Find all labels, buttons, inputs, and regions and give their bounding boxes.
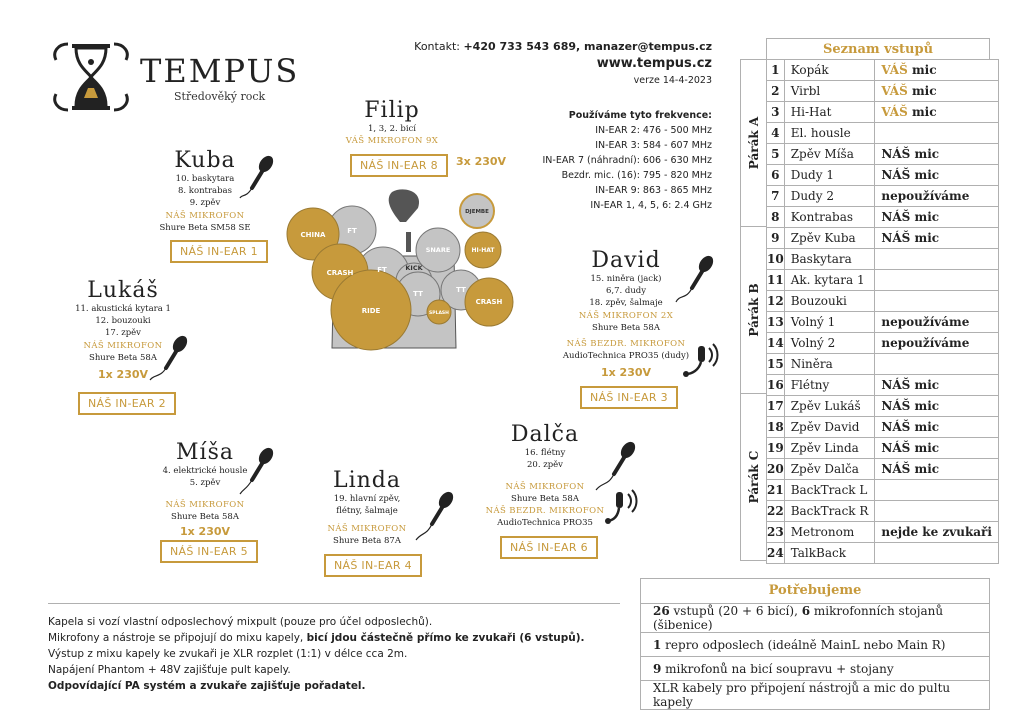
logo xyxy=(48,38,298,118)
input-note xyxy=(875,480,999,501)
input-name: Zpěv David xyxy=(784,417,875,438)
input-name: Zpěv Linda xyxy=(784,438,875,459)
microphone-icon xyxy=(414,490,458,542)
input-name: Volný 1 xyxy=(784,312,875,333)
drum-label-ride: RIDE xyxy=(361,307,381,315)
brand-name: TEMPUS xyxy=(140,52,300,90)
input-number: 13 xyxy=(767,312,785,333)
input-name: Metronom xyxy=(784,522,875,543)
input-name: Virbl xyxy=(784,81,875,102)
musician-role: 19. hlavní zpěv, xyxy=(333,494,401,504)
frequency-line: IN-EAR 3: 584 - 607 MHz xyxy=(595,140,712,151)
notes-divider xyxy=(48,603,620,604)
input-number: 12 xyxy=(767,291,785,312)
input-note: NÁŠ mic xyxy=(875,459,999,480)
frequency-line: IN-EAR 2: 476 - 500 MHz xyxy=(595,125,712,136)
input-note xyxy=(875,354,999,375)
input-row xyxy=(767,396,999,417)
input-note xyxy=(875,291,999,312)
input-number: 3 xyxy=(767,102,785,123)
input-note: NÁŠ mic xyxy=(875,375,999,396)
input-row xyxy=(767,207,999,228)
input-number: 7 xyxy=(767,186,785,207)
input-number: 10 xyxy=(767,249,785,270)
mic-model: Shure Beta 87A xyxy=(333,536,401,546)
drum-label-snare: SNARE xyxy=(425,246,451,254)
input-number: 17 xyxy=(767,396,785,417)
input-row xyxy=(767,459,999,480)
drum-label-splash: SPLASH xyxy=(429,311,449,316)
input-note: NÁŠ mic xyxy=(875,144,999,165)
musician-name: David xyxy=(591,248,661,273)
input-row xyxy=(767,60,999,81)
musician-name: Linda xyxy=(332,468,401,493)
musician-role: 20. zpěv xyxy=(527,460,563,470)
mic-label: NÁŠ MIKROFON 2X xyxy=(578,311,674,321)
input-note: NÁŠ mic xyxy=(875,396,999,417)
input-note: NÁŠ mic xyxy=(875,438,999,459)
input-list-title: Seznam vstupů xyxy=(766,38,990,60)
input-note: nepoužíváme xyxy=(875,312,999,333)
input-note xyxy=(875,249,999,270)
inear-misa: NÁŠ IN-EAR 5 xyxy=(160,540,258,563)
input-note: nepoužíváme xyxy=(875,186,999,207)
input-row xyxy=(767,291,999,312)
frequency-line: IN-EAR 7 (náhradní): 606 - 630 MHz xyxy=(542,155,712,166)
input-name: Zpěv Dalča xyxy=(784,459,875,480)
drum-stand xyxy=(406,232,411,252)
input-row xyxy=(767,333,999,354)
power-lukas: 1x 230V xyxy=(97,368,149,381)
mic-label: NÁŠ MIKROFON xyxy=(505,482,585,492)
input-row xyxy=(767,102,999,123)
drum-label-tt2: TT xyxy=(456,286,466,294)
drum-label-crash2: CRASH xyxy=(475,298,503,306)
inear-linda: NÁŠ IN-EAR 4 xyxy=(324,554,422,577)
version: verze 14-4-2023 xyxy=(633,75,712,86)
input-row xyxy=(767,186,999,207)
mic-model: Shure Beta 58A xyxy=(592,323,660,333)
musician-role: 8. kontrabas xyxy=(178,186,232,196)
power-misa: 1x 230V xyxy=(179,525,231,538)
microphone-icon xyxy=(672,254,716,306)
input-note: NÁŠ mic xyxy=(875,228,999,249)
power-filip: 3x 230V xyxy=(456,155,507,168)
musician-role: 15. niněra (jack) xyxy=(590,274,662,284)
input-row xyxy=(767,165,999,186)
input-name: BackTrack R xyxy=(784,501,875,522)
wireless-mic-model: AudioTechnica PRO35 xyxy=(497,518,593,528)
musician-role: 11. akustická kytara 1 xyxy=(75,304,171,314)
input-number: 24 xyxy=(767,543,785,564)
drum-label-crash1: CRASH xyxy=(326,269,354,277)
input-number: 20 xyxy=(767,459,785,480)
mic-label: NÁŠ MIKROFON xyxy=(165,211,245,221)
input-note: NÁŠ mic xyxy=(875,165,999,186)
input-number: 16 xyxy=(767,375,785,396)
input-row xyxy=(767,123,999,144)
musician-linda xyxy=(312,468,422,547)
headset-mic-icon xyxy=(604,488,644,528)
power-david: 1x 230V xyxy=(600,366,652,379)
input-note: nepoužíváme xyxy=(875,333,999,354)
note-line: Výstup z mixu kapely ke zvukaři je XLR rozplet (1:1) v délce cca 2m. xyxy=(48,648,408,660)
group-label: Párák B xyxy=(740,227,766,394)
musician-name: Dalča xyxy=(510,422,580,447)
frequencies-title: Používáme tyto frekvence: xyxy=(568,110,712,121)
input-number: 22 xyxy=(767,501,785,522)
drum-label-ft2: FT xyxy=(377,266,387,274)
drum-label-tt1: TT xyxy=(413,290,423,298)
note-line: Mikrofony a nástroje se připojují do mixu kapely, bicí jdou částečně přímo ke zvukaři (6 vstupů). xyxy=(48,632,585,644)
musician-filip xyxy=(332,98,452,147)
input-row xyxy=(767,522,999,543)
input-name: Niněra xyxy=(784,354,875,375)
wireless-mic-label: NÁŠ BEZDR. MIKROFON xyxy=(566,339,686,349)
drum-label-djembe: DJEMBE xyxy=(465,209,489,215)
contact-web[interactable]: www.tempus.cz xyxy=(596,56,712,71)
mic-model: Shure Beta 58A xyxy=(171,512,239,522)
input-name: Dudy 1 xyxy=(784,165,875,186)
needs-row xyxy=(641,633,990,657)
group-label: Párák A xyxy=(740,59,766,227)
frequency-line: IN-EAR 1, 4, 5, 6: 2.4 GHz xyxy=(590,200,712,211)
mic-label: NÁŠ MIKROFON xyxy=(165,500,245,510)
input-note xyxy=(875,270,999,291)
note-line: Kapela si vozí vlastní odposlechový mixpult (pouze pro účel odposlechů). xyxy=(48,616,433,628)
needs-item: 26 vstupů (20 + 6 bicí), 6 mikrofonních stojanů (šibenice) xyxy=(641,604,990,633)
mic-model: Shure Beta SM58 SE xyxy=(159,223,251,233)
musician-name: Míša xyxy=(176,440,234,465)
needs-item: 1 repro odposlech (ideálně MainL nebo Main R) xyxy=(641,633,990,657)
input-number: 8 xyxy=(767,207,785,228)
input-row xyxy=(767,354,999,375)
drum-label-china: CHINA xyxy=(300,231,326,239)
input-row xyxy=(767,270,999,291)
input-name: Volný 2 xyxy=(784,333,875,354)
group-label: Párák C xyxy=(740,394,766,561)
input-number: 11 xyxy=(767,270,785,291)
input-number: 18 xyxy=(767,417,785,438)
input-note: NÁŠ mic xyxy=(875,207,999,228)
contact-details[interactable]: +420 733 543 689, manazer@tempus.cz xyxy=(463,40,712,53)
input-number: 15 xyxy=(767,354,785,375)
input-name: Zpěv Míša xyxy=(784,144,875,165)
input-row xyxy=(767,480,999,501)
drum-label-hihat: HI-HAT xyxy=(471,247,495,254)
input-row xyxy=(767,438,999,459)
input-name: TalkBack xyxy=(784,543,875,564)
contact-label: Kontakt: xyxy=(414,40,460,53)
wireless-mic-model: AudioTechnica PRO35 (dudy) xyxy=(562,351,690,361)
brand-subtitle: Středověký rock xyxy=(174,90,266,103)
input-number: 4 xyxy=(767,123,785,144)
input-number: 9 xyxy=(767,228,785,249)
input-name: Kopák xyxy=(784,60,875,81)
input-name: Baskytara xyxy=(784,249,875,270)
input-name: Kontrabas xyxy=(784,207,875,228)
input-note: VÁŠ mic xyxy=(875,102,999,123)
input-number: 2 xyxy=(767,81,785,102)
input-name: Ak. kytara 1 xyxy=(784,270,875,291)
inear-kuba: NÁŠ IN-EAR 1 xyxy=(170,240,268,263)
input-row xyxy=(767,543,999,564)
musician-role: 5. zpěv xyxy=(189,478,221,488)
input-name: Dudy 2 xyxy=(784,186,875,207)
input-row xyxy=(767,81,999,102)
input-row xyxy=(767,501,999,522)
input-row xyxy=(767,417,999,438)
mic-model: Shure Beta 58A xyxy=(89,353,157,363)
needs-item: XLR kabely pro připojení nástrojů a mic do pultu kapely xyxy=(641,681,990,710)
musician-role: 18. zpěv, šalmaje xyxy=(589,298,663,308)
note-line: Odpovídající PA systém a zvukaře zajišťuje pořadatel. xyxy=(48,680,366,692)
input-number: 5 xyxy=(767,144,785,165)
microphone-icon xyxy=(594,440,638,492)
mic-label: NÁŠ MIKROFON xyxy=(327,524,407,534)
musician-role: 12. bouzouki xyxy=(95,316,151,326)
microphone-icon xyxy=(238,154,278,204)
input-number: 6 xyxy=(767,165,785,186)
input-name: Flétny xyxy=(784,375,875,396)
input-name: Hi-Hat xyxy=(784,102,875,123)
input-name: El. housle xyxy=(784,123,875,144)
musician-name: Filip xyxy=(364,98,420,123)
musician-role: 10. baskytara xyxy=(175,174,235,184)
musician-role: 17. zpěv xyxy=(105,328,141,338)
musician-role: 16. flétny xyxy=(524,448,566,458)
input-note: VÁŠ mic xyxy=(875,81,999,102)
mic-label: NÁŠ MIKROFON xyxy=(83,341,163,351)
inear-david: NÁŠ IN-EAR 3 xyxy=(580,386,678,409)
drum-label-ft1: FT xyxy=(347,227,357,235)
microphone-icon xyxy=(238,446,278,498)
inear-dalca: NÁŠ IN-EAR 6 xyxy=(500,536,598,559)
input-number: 19 xyxy=(767,438,785,459)
input-row xyxy=(767,375,999,396)
needs-table xyxy=(640,603,990,710)
input-name: Zpěv Kuba xyxy=(784,228,875,249)
input-note: nejde ke zvukaři xyxy=(875,522,999,543)
musician-role: 9. zpěv xyxy=(189,198,221,208)
inear-filip: NÁŠ IN-EAR 8 xyxy=(350,154,448,177)
mic-label: VÁŠ MIKROFON 9X xyxy=(345,136,439,146)
hourglass-logo-icon xyxy=(48,38,134,116)
needs-row xyxy=(641,681,990,710)
musician-name: Kuba xyxy=(174,148,236,173)
input-note: VÁŠ mic xyxy=(875,60,999,81)
contact-block xyxy=(382,40,712,86)
needs-title: Potřebujeme xyxy=(640,578,990,603)
drum-label-kick: KICK xyxy=(405,264,423,272)
input-row xyxy=(767,228,999,249)
notes xyxy=(48,614,628,694)
inear-lukas: NÁŠ IN-EAR 2 xyxy=(78,392,176,415)
input-name: Zpěv Lukáš xyxy=(784,396,875,417)
needs-box xyxy=(640,578,990,710)
musician-name: Lukáš xyxy=(87,278,159,303)
drum-throne-icon xyxy=(389,189,419,222)
input-number: 21 xyxy=(767,480,785,501)
input-number: 1 xyxy=(767,60,785,81)
input-note: NÁŠ mic xyxy=(875,417,999,438)
wireless-mic-label: NÁŠ BEZDR. MIKROFON xyxy=(485,506,605,516)
drum-kit xyxy=(284,186,520,354)
input-row xyxy=(767,249,999,270)
musician-role: 1, 3, 2. bicí xyxy=(367,124,417,134)
input-number: 23 xyxy=(767,522,785,543)
headset-mic-icon xyxy=(682,340,722,380)
musician-dalca xyxy=(480,422,610,529)
musician-role: 6,7. dudy xyxy=(605,286,647,296)
input-row xyxy=(767,312,999,333)
input-note xyxy=(875,501,999,522)
frequency-line: IN-EAR 9: 863 - 865 MHz xyxy=(595,185,712,196)
needs-item: 9 mikrofonů na bicí soupravu + stojany xyxy=(641,657,990,681)
microphone-icon xyxy=(148,334,192,384)
note-line: Napájení Phantom + 48V zajišťuje pult kapely. xyxy=(48,664,291,676)
group-column xyxy=(740,59,766,561)
input-number: 14 xyxy=(767,333,785,354)
inputs-table xyxy=(766,59,999,564)
needs-row xyxy=(641,657,990,681)
musician-role: 4. elektrické housle xyxy=(162,466,248,476)
input-name: BackTrack L xyxy=(784,480,875,501)
input-row xyxy=(767,144,999,165)
mic-model: Shure Beta 58A xyxy=(511,494,579,504)
input-note xyxy=(875,543,999,564)
musician-role: flétny, šalmaje xyxy=(336,506,398,516)
input-name: Bouzouki xyxy=(784,291,875,312)
input-note xyxy=(875,123,999,144)
needs-row xyxy=(641,604,990,633)
frequency-line: Bezdr. mic. (16): 795 - 820 MHz xyxy=(561,170,712,181)
